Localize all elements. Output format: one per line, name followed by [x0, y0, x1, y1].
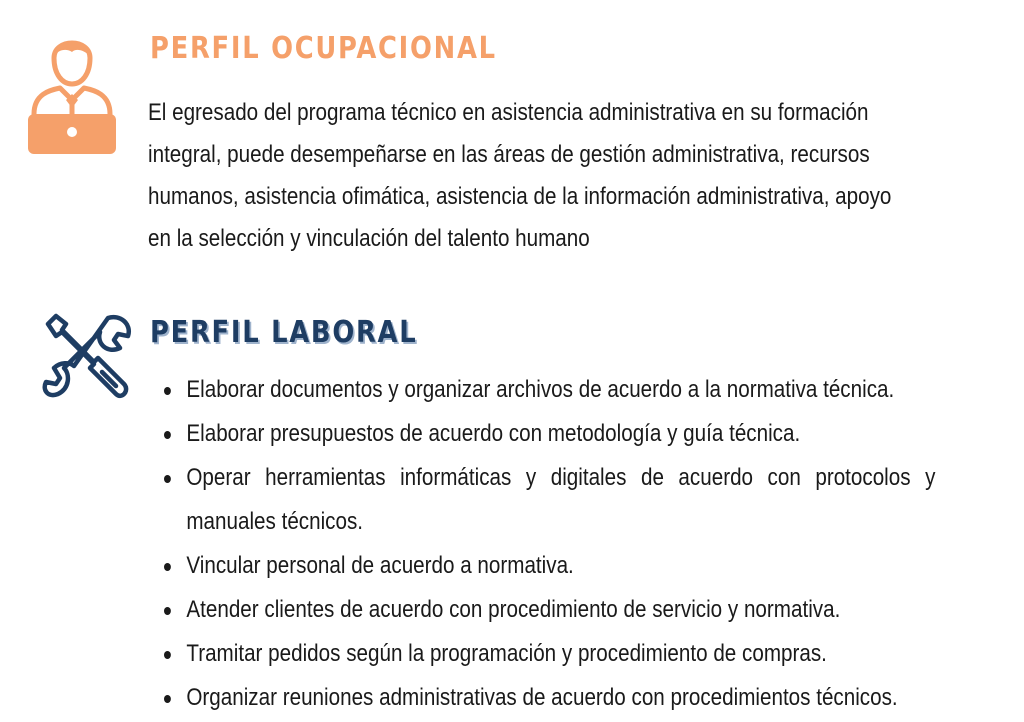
description-line: El egresado del programa técnico en asistencia administrativa en su formación	[148, 99, 869, 126]
list-item: Vincular personal de acuerdo a normativa.	[164, 544, 935, 588]
perfil-laboral-title: PERFIL LABORAL	[150, 315, 418, 350]
description-line: humanos, asistencia ofimática, asistencia de la información administrativa, apoyo	[148, 183, 892, 210]
perfil-laboral-list	[164, 368, 935, 720]
list-item: Tramitar pedidos según la programación y procedimiento de compras.	[164, 632, 935, 676]
list-item: Organizar reuniones administrativas de acuerdo con procedimientos técnicos.	[164, 676, 935, 720]
list-item: Operar herramientas informáticas y digitales de acuerdo con protocolos y manuales técnicos.	[164, 456, 935, 544]
perfil-ocupacional-title: PERFIL OCUPACIONAL	[150, 31, 497, 66]
description-line: en la selección y vinculación del talento humano	[148, 225, 590, 252]
list-item: Atender clientes de acuerdo con procedimiento de servicio y normativa.	[164, 588, 935, 632]
description-line: integral, puede desempeñarse en las áreas de gestión administrativa, recursos	[148, 141, 870, 168]
tools-icon	[42, 312, 134, 404]
list-item: Elaborar presupuestos de acuerdo con metodología y guía técnica.	[164, 412, 935, 456]
list-item: Elaborar documentos y organizar archivos de acuerdo a la normativa técnica.	[164, 368, 935, 412]
